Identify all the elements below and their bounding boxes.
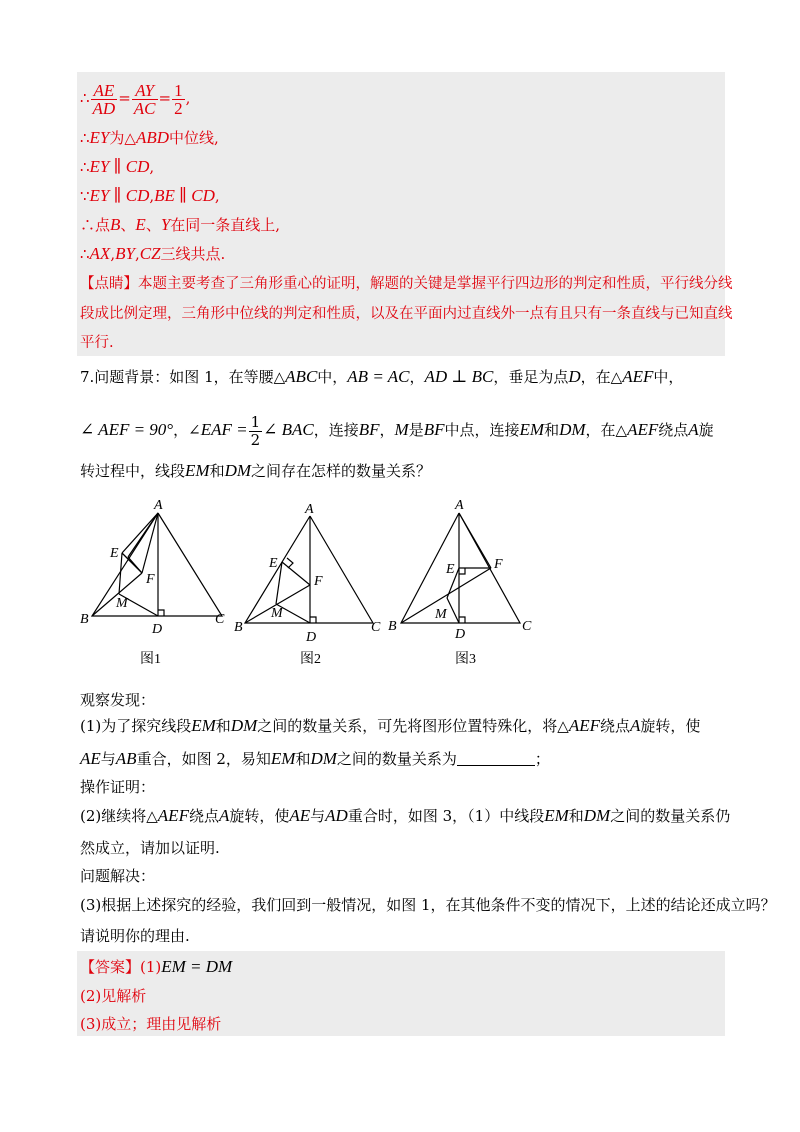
fig1-label-f: F [146,572,155,587]
fig3-af [459,513,491,568]
fig1-label-a: A [154,498,163,513]
problem-line-2: ∠ AEF = 90°，∠EAF = $\frac{1}{2}$ ∠ BAC，连接BF，M是BF中点，连接EM和DM，在△AEF绕点A旋 [80,412,714,449]
comment-line-3: 平行. [80,335,114,351]
solution-line-2: ∴EY为△ABD中位线, [80,128,219,147]
fig3-label-a: A [455,498,464,513]
fig3-label-b: B [388,619,397,634]
fig1-label-e: E [110,546,119,561]
solution-line-1: ∴ $\frac{AE}{AD}$ = $\frac{AY}{AC}$ = $\frac{1}{2}$ , [80,80,191,118]
fraction-one-half-b: $\frac{1}{2}$ [250,412,261,449]
fig2-label-m: M [271,606,283,621]
fig3-label-d: D [455,627,466,642]
fig3-label-c: C [522,619,532,634]
question-2-line-1: (2)继续将△AEF绕点A旋转，使AE与AD重合时，如图 3，（1）中线段EM和DM之间的数量关系仍 [80,806,731,825]
fig2-ef [282,562,310,585]
fig2-label-b: B [234,620,243,635]
solution-line-4: ∵EY ∥ CD,BE ∥ CD, [80,186,220,205]
figure-2 [234,502,381,667]
question-3-line-1: (3)根据上述探究的经验，我们回到一般情况，如图 1，在其他条件不变的情况下，上述的结论还成立吗？ [80,896,776,914]
figure-3 [388,498,532,667]
fig2-label-f: F [314,574,323,589]
heading-observe: 观察发现： [80,691,156,709]
fig3-caption: 图3 [455,652,476,667]
question-3-line-2: 请说明你的理由. [80,927,190,945]
fig2-triangle-abc [245,516,373,623]
fraction-ae-ad: $\frac{AE}{AD}$ [92,80,116,118]
fig3-right-angle-d [459,617,465,623]
fig1-label-c: C [215,612,225,627]
fraction-ay-ac: $\frac{AY}{AC}$ [133,80,156,118]
question-1-line-1: (1)为了探究线段EM和DM之间的数量关系，可先将图形位置特殊化，将△AEF绕点A旋转，使 [80,716,701,735]
solution-line-6: ∴AX,BY,CZ三线共点. [80,244,226,263]
answer-line-2: (2)见解析 [80,987,147,1005]
fig1-ef2 [128,557,142,573]
fig2-caption: 图2 [300,652,321,667]
fig3-label-e: E [446,562,455,577]
figure-1 [80,498,225,667]
question-1-line-2: AE与AB重合，如图 2，易知EM和DM之间的数量关系为 ； [80,749,550,768]
fig1-triangle-abc [92,513,222,616]
problem-line-1: 7.问题背景：如图 1，在等腰△ABC中，AB = AC，AD ⊥ BC，垂足为点D，在△AEF中， [80,367,684,386]
fig1-right-angle-d [158,610,164,616]
answer-line-3: (3)成立；理由见解析 [80,1015,222,1033]
problem-line-3: 转过程中，线段EM和DM之间存在怎样的数量关系？ [80,461,432,480]
fig2-right-angle-d [310,617,316,623]
fig3-label-m: M [435,607,447,622]
fig3-dm [447,598,459,623]
fig2-label-d: D [306,630,317,645]
fig1-label-m: M [116,596,128,611]
answer-line-1: 【答案】(1)EM = DM [80,957,233,976]
heading-proof: 操作证明： [80,778,156,796]
answer-blank [457,751,535,766]
fig3-right-angle-e [459,568,465,574]
geometry-figures [0,495,800,685]
fig1-caption: 图1 [140,652,161,667]
fig1-ae2 [128,513,158,557]
solution-line-5: ∴点B、E、Y在同一条直线上, [80,215,281,234]
fig2-label-a: A [305,502,314,517]
fig2-label-c: C [371,620,381,635]
fig2-label-e: E [269,556,278,571]
fig3-label-f: F [494,557,503,572]
comment-line-1: 【点睛】本题主要考查了三角形重心的证明，解题的关键是掌握平行四边形的判定和性质，平行线分线 [80,276,733,292]
comment-line-2: 段成比例定理，三角形中位线的判定和性质，以及在平面内过直线外一点有且只有一条直线与已知直线 [80,306,733,322]
question-2-line-2: 然成立，请加以证明. [80,839,220,857]
solution-line-3: ∴EY ∥ CD, [80,157,155,176]
fig1-label-b: B [80,612,89,627]
heading-solve: 问题解决： [80,867,156,885]
fraction-one-half: $\frac{1}{2}$ [174,80,183,118]
fig1-label-d: D [152,622,163,637]
